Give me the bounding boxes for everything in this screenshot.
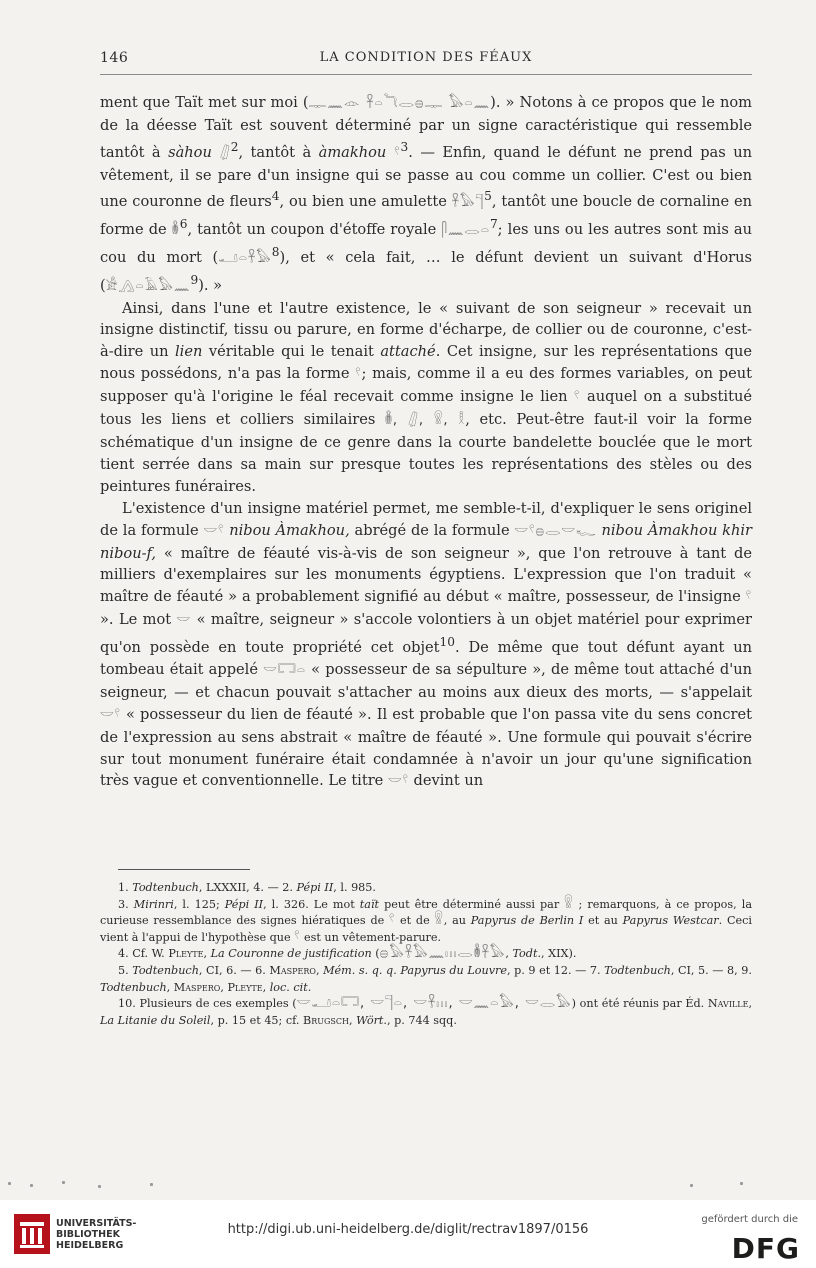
speck <box>30 1184 33 1187</box>
hieroglyph-inline: 𓎟𓍢𓐍𓂋𓎟𓆑 <box>514 523 597 539</box>
sponsor-text: gefördert durch die <box>701 1214 798 1225</box>
hieroglyph-inline: 𓍢 <box>745 590 752 606</box>
hieroglyph-inline: 𓋴𓈖𓂋𓏏 <box>441 223 490 239</box>
footnote-5-9: 5. Todtenbuch, CI, 6. — 6. Maspero, Mém. s. q. q. Papyrus du Louvre, p. 9 et 12. — 7. Todtenbuch, CI, 5. — 8, 9. Todtenbuch, Maspero, Pleyte, loc. cit. <box>100 963 752 994</box>
footnote-ref: 4 <box>271 189 280 204</box>
footnote-rule <box>118 869 250 870</box>
footnote-ref: 7 <box>489 217 498 232</box>
speck <box>62 1181 65 1184</box>
footnote-10: 10. Plusieurs de ces exemples (𓎟𓂝𓏏𓉐, 𓎟𓊹𓏏, 𓎟𓋹𓏥, 𓎟𓈖𓏏𓅃, 𓎟𓂋𓅃) ont été réunis par Éd. Naville, La Litanie du Soleil, p. 15 et 45; cf. Brugsch, Wört., p. 744 sqq. <box>100 996 753 1027</box>
hieroglyph-inline: 𓋹𓅃𓊹 <box>451 195 485 211</box>
hieroglyph-inline: 𓍢 <box>389 913 396 929</box>
page-edge-specks <box>0 1178 816 1198</box>
hieroglyph-inline: 𓍢 <box>574 390 581 406</box>
hieroglyph-inline: 𓎟𓍢 <box>203 523 225 539</box>
footnote-ref: 6 <box>179 217 188 232</box>
hieroglyph-inline: 𓎬, 𓋛, 𓍰, 𓎛 <box>384 413 466 429</box>
library-name: UNIVERSITÄTS- BIBLIOTHEK HEIDELBERG <box>56 1218 137 1251</box>
hieroglyph-inline: 𓎟𓉐𓏏 <box>263 662 306 678</box>
header-rule <box>100 74 752 75</box>
footnotes <box>100 880 752 1029</box>
hieroglyph-inline: 𓎟𓍢 <box>100 707 121 723</box>
footnote-1-2: 1. Todtenbuch, LXXXII, 4. — 2. Pépi II, l. 985. <box>118 881 376 894</box>
footnote-ref: 10 <box>439 635 455 650</box>
speck <box>8 1182 11 1185</box>
running-header <box>100 50 752 74</box>
hieroglyph-inline: 𓎟𓂝𓏏𓉐, 𓎟𓊹𓏏, 𓎟𓋹𓏥, 𓎟𓈖𓏏𓅃, 𓎟𓂋𓅃 <box>296 996 572 1012</box>
footnote-ref: 2 <box>230 139 239 154</box>
hieroglyph-inline: 𓎬 <box>171 223 180 239</box>
hieroglyph-inline: 𓎟𓍢 <box>387 774 409 790</box>
speck <box>690 1184 693 1187</box>
footnote-ref: 8 <box>271 245 280 260</box>
speck <box>98 1185 101 1188</box>
hieroglyph-inline: 𓍢 <box>386 145 401 161</box>
hieroglyph-inline: 𓐍𓅃𓋹𓅃𓈖𓏥𓂋𓎬𓋹𓅃 <box>379 946 506 962</box>
hieroglyph-inline: 𓍰 <box>434 913 444 929</box>
hieroglyph-inline: 𓋛 <box>211 145 231 161</box>
paragraph-1: ment que Taït met sur moi (𓊃𓈖𓁹 𓋹𓏏𓆓𓂋𓐍𓊃 𓅃𓏏𓈖). » Notons à ce propos que le nom de la déesse Taït est souvent déterminé par un signe caractéristique qui ressemble tantôt à sàhou 𓋛$^2$, tantôt à àmakhou 𓍢$^3$. — Enfin, quand le défunt ne prend pas un vêtement, il se pare d'un insigne qui se passe au cou comme un collier. C'est ou bien une couronne de fleurs$^4$, ou bien une amulette 𓋹𓅃𓊹$^5$, tantôt une boucle de cornaline en forme de 𓎬$^6$, tantôt un coupon d'étoffe royale 𓋴𓈖𓂋𓏏$^7$; les uns ou les autres sont mis au cou du mort (𓂝𓏏𓋹𓅃$^8$), et « cela fait, … le défunt devient un suivant d'Horus (𓀀𓂻𓏏𓄿𓅃𓈖$^9$). » <box>100 94 753 294</box>
running-title: LA CONDITION DES FÉAUX <box>319 50 533 65</box>
hieroglyph-inline: 𓊃𓈖𓁹 𓋹𓏏𓆓𓂋𓐍𓊃 𓅃𓏏𓈖 <box>308 96 491 111</box>
dfg-logo: DFG <box>731 1232 800 1265</box>
hieroglyph-inline: 𓍢 <box>294 929 301 945</box>
main-text <box>100 92 752 793</box>
hieroglyph-inline: 𓎟 <box>176 613 192 629</box>
footnote-ref: 5 <box>484 189 492 204</box>
hieroglyph-inline: 𓂝𓏏𓋹𓅃 <box>218 250 272 266</box>
footnote-ref: 3 <box>400 139 409 154</box>
paragraph-3: L'existence d'un insigne matériel permet, me semble-t-il, d'expliquer le sens originel de la formule 𓎟𓍢 nibou Àmakhou, abrégé de la formule 𓎟𓍢𓐍𓂋𓎟𓆑 nibou Àmakhou khir nibou-f, « maître de féauté vis-à-vis de son seigneur », que l'on retrouve à tant de milliers d'exemplaires sur les monuments égyptiens. L'expression que l'on traduit « maître de féauté » a probablement signifié au début « maître, possesseur, de l'insigne 𓍢 ». Le mot 𓎟 « maître, seigneur » s'accole volontiers à un objet matériel pour exprimer qu'on possède en toute propriété cet objet$^{10}$. De même que tout défunt ayant un tombeau était appelé 𓎟𓉐𓏏 « possesseur de sa sépulture », de même tout attaché d'un seigneur, — et chacun pouvait s'attacher au moins aux dieux des morts, — s'appelait 𓎟𓍢 « possesseur du lien de féauté ». Il est probable que l'on passa vite du sens concret de l'expression au sens abstrait « maître de féauté ». Une formule qui pouvait s'écrire sur tout monument funéraire était condamnée à n'avoir un jour qu'une signification très vague et conventionnelle. Le titre 𓎟𓍢 devint un <box>100 499 753 790</box>
footnote-4: 4. Cf. W. Pleyte, La Couronne de justification (𓐍𓅃𓋹𓅃𓈖𓏥𓂋𓎬𓋹𓅃, Todt., XIX). <box>118 946 577 962</box>
paragraph-2: Ainsi, dans l'une et l'autre existence, le « suivant de son seigneur » recevait un insigne distinctif, tissu ou parure, en forme d'écharpe, de collier ou de couronne, c'est-à-dire un lien véritable qui le tenait attaché. Cet insigne, sur les représentations que nous possédons, n'a pas la forme 𓍢; mais, comme il a eu des formes variables, on peut supposer qu'à l'origine le féal recevait comme insigne le lien 𓍢 auquel on a substitué tous les liens et colliers similaires 𓎬, 𓋛, 𓍰, 𓎛, etc. Peut-être faut-il voir la forme schématique d'un insigne de ce genre dans la courte bandelette bouclée que le mort tient serrée dans sa main sur presque toutes les représentations des stèles ou des peintures funéraires. <box>100 299 753 495</box>
page-number: 146 <box>100 50 129 66</box>
hieroglyph-inline: 𓍢 <box>355 367 362 383</box>
speck <box>150 1183 153 1186</box>
hieroglyph-inline: 𓀀𓂻𓏏𓄿𓅃𓈖 <box>105 278 191 294</box>
permalink-url[interactable]: http://digi.ub.uni-heidelberg.de/diglit/rectrav1897/0156 <box>227 1222 589 1237</box>
footnote-3: 3. Mirinri, l. 125; Pépi II, l. 326. Le mot taït peut être déterminé aussi par 𓍰 ; remarquons, à ce propos, la curieuse ressemblance des signes hiératiques de 𓍢 et de 𓍰, au Papyrus de Berlin I et au Papyrus Westcar. Ceci vient à l'appui de l'hypothèse que 𓍢 est un vêtement-parure. <box>100 896 753 945</box>
speck <box>740 1182 743 1185</box>
footnote-ref: 9 <box>190 272 199 287</box>
hieroglyph-inline: 𓍰 <box>564 896 574 912</box>
